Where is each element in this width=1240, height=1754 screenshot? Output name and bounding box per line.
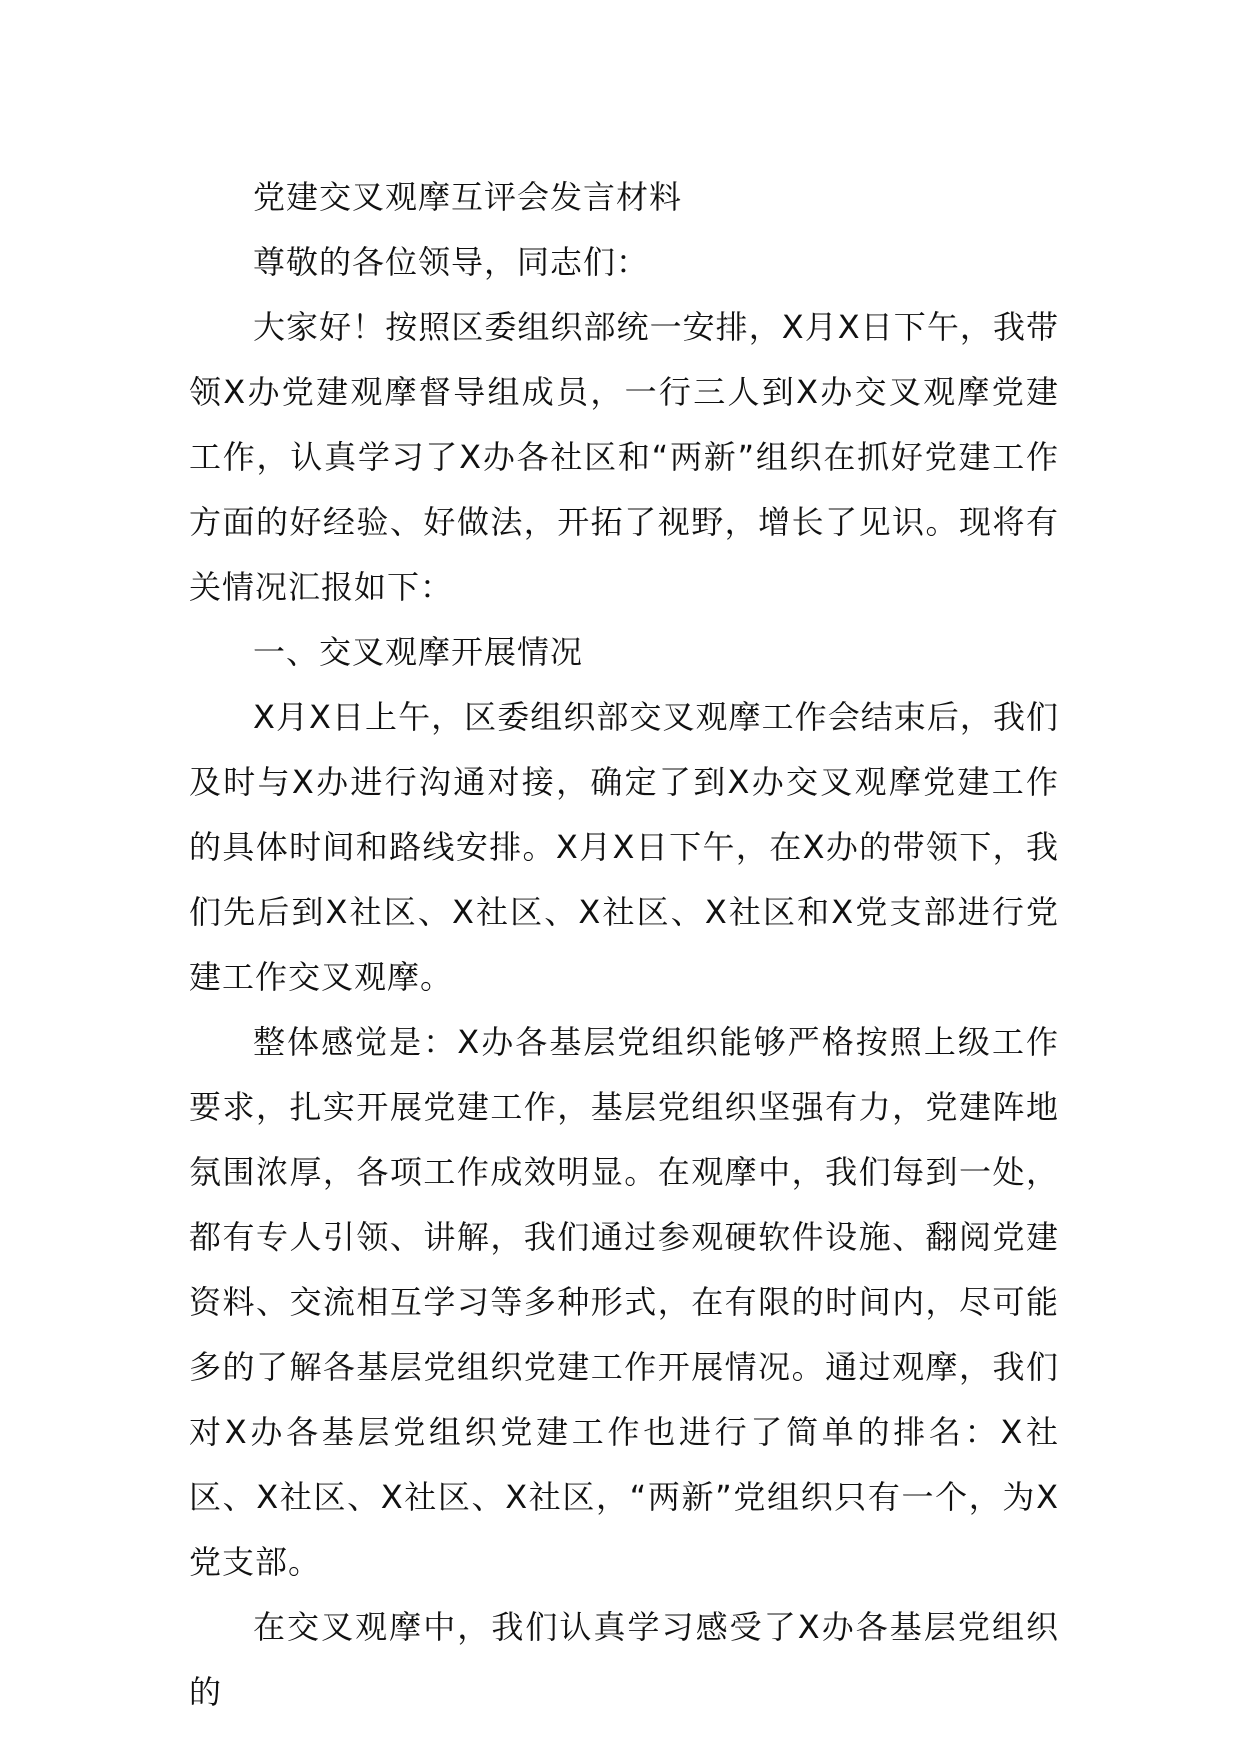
paragraph-learning: 在交叉观摩中，我们认真学习感受了X办各基层党组织的 xyxy=(189,1608,1059,1711)
document-title: 党建交叉观摩互评会发言材料 xyxy=(253,178,683,216)
paragraph-intro: 大家好！按照区委组织部统一安排，X月X日下午，我带领X办党建观摩督导组成员，一行三人到X办交叉观摩党建工作，认真学习了X办各社区和“两新”组织在抓好党建工作方面的好经验、好做法，开拓了视野，增长了见识。现将有关情况汇报如下： xyxy=(189,308,1059,606)
section-heading: 一、交叉观摩开展情况 xyxy=(253,633,584,671)
document-body xyxy=(189,165,1059,1725)
salutation: 尊敬的各位领导，同志们： xyxy=(253,243,650,281)
paragraph-overall: 整体感觉是：X办各基层党组织能够严格按照上级工作要求，扎实开展党建工作，基层党组织坚强有力，党建阵地氛围浓厚，各项工作成效明显。在观摩中，我们每到一处，都有专人引领、讲解，我们通过参观硬软件设施、翻阅党建资料、交流相互学习等多种形式，在有限的时间内，尽可能多的了解各基层党组织党建工作开展情况。通过观摩，我们对X办各基层党组织党建工作也进行了简单的排名：X社区、X社区、X社区、X社区，“两新”党组织只有一个，为X党支部。 xyxy=(189,1023,1059,1581)
paragraph-process: X月X日上午，区委组织部交叉观摩工作会结束后，我们及时与X办进行沟通对接，确定了到X办交叉观摩党建工作的具体时间和路线安排。X月X日下午，在X办的带领下，我们先后到X社区、X社区、X社区、X社区和X党支部进行党建工作交叉观摩。 xyxy=(189,698,1059,996)
